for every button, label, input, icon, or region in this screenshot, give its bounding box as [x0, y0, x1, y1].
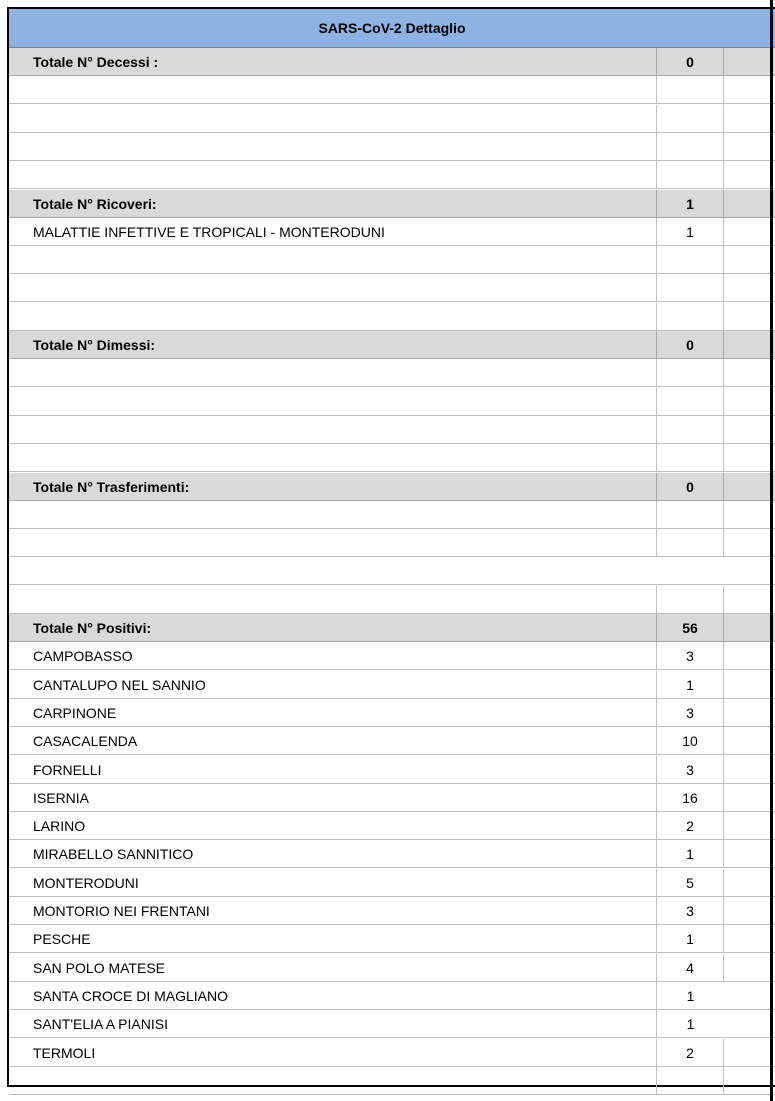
row-value [656, 1067, 724, 1094]
row-value: 2 [656, 1039, 724, 1066]
row-value: 16 [656, 784, 724, 811]
table-row [9, 756, 775, 784]
row-value: 1 [656, 840, 724, 867]
table-row [9, 812, 775, 840]
total-value: 0 [656, 473, 724, 500]
total-label: Totale N° Ricoveri: [33, 195, 157, 212]
detail-table [7, 7, 775, 1087]
row-value [656, 557, 724, 584]
row-label: MONTERODUNI [33, 874, 139, 891]
table-row [9, 76, 775, 104]
table-row [9, 218, 775, 246]
row-value [656, 76, 724, 103]
row-value [656, 416, 724, 443]
row-label: LARINO [33, 818, 86, 835]
total-row [9, 614, 775, 642]
row-label: MIRABELLO SANNITICO [33, 846, 194, 863]
row-label: MONTORIO NEI FRENTANI [33, 903, 210, 919]
row-value [656, 359, 724, 386]
table-row [9, 982, 775, 1010]
table-row [9, 925, 775, 953]
row-value [656, 246, 724, 273]
table-row [9, 642, 775, 670]
table-row [9, 133, 775, 161]
table-row [9, 699, 775, 727]
table-row [9, 529, 775, 557]
row-label: PESCHE [33, 931, 91, 948]
row-value: 3 [656, 699, 724, 726]
table-row [9, 727, 775, 755]
row-label: SANT'ELIA A PIANISI [33, 1016, 168, 1033]
row-value [656, 105, 724, 132]
table-row [9, 246, 775, 274]
row-value: 3 [656, 642, 724, 669]
row-label: CARPINONE [33, 704, 117, 721]
row-value [656, 529, 724, 556]
row-label: ISERNIA [33, 789, 90, 806]
total-row [9, 473, 775, 501]
row-value [656, 274, 724, 301]
row-value: 3 [656, 897, 724, 924]
total-label: Totale N° Trasferimenti: [33, 478, 190, 495]
table-row [9, 954, 775, 982]
total-label: Totale N° Decessi : [33, 54, 159, 70]
table-row [9, 671, 775, 699]
table-row [9, 444, 775, 472]
total-row [9, 190, 775, 218]
row-value: 1 [656, 671, 724, 698]
table-row [9, 557, 775, 585]
row-label: MALATTIE INFETTIVE E TROPICALI - MONTERODUNI [33, 223, 385, 240]
row-value: 1 [656, 925, 724, 952]
row-value: 1 [656, 982, 724, 1009]
table-row [9, 897, 775, 925]
table-row [9, 869, 775, 897]
table-title: SARS-CoV-2 Dettaglio [9, 9, 775, 48]
row-label: CAMPOBASSO [33, 648, 133, 665]
total-row [9, 48, 775, 76]
row-value [656, 444, 724, 471]
table-row [9, 105, 775, 133]
row-value [656, 133, 724, 160]
total-value: 0 [656, 48, 724, 75]
row-label: CANTALUPO NEL SANNIO [33, 676, 206, 693]
table-row [9, 1067, 775, 1095]
table-row [9, 388, 775, 416]
table-row [9, 416, 775, 444]
row-value: 10 [656, 727, 724, 754]
row-label: CASACALENDA [33, 733, 138, 750]
table-row [9, 274, 775, 302]
table-row [9, 1039, 775, 1067]
total-label: Totale N° Dimessi: [33, 337, 156, 353]
row-value: 1 [656, 218, 724, 245]
table-row [9, 840, 775, 868]
row-value [656, 586, 724, 613]
row-value: 4 [656, 954, 724, 981]
row-value [656, 161, 724, 188]
row-label: SAN POLO MATESE [33, 959, 165, 976]
table-row [9, 586, 775, 614]
row-label: SANTA CROCE DI MAGLIANO [33, 987, 228, 1004]
table-row [9, 1010, 775, 1038]
table-row [9, 501, 775, 529]
total-row [9, 331, 775, 359]
total-value: 0 [656, 331, 724, 358]
right-border [770, 0, 773, 1101]
total-label: Totale N° Positivi: [33, 620, 152, 636]
row-value: 2 [656, 812, 724, 839]
row-value: 3 [656, 756, 724, 783]
table-row [9, 359, 775, 387]
total-value: 56 [656, 614, 724, 641]
total-value: 1 [656, 190, 724, 217]
row-value [656, 303, 724, 330]
row-label: TERMOLI [33, 1044, 96, 1061]
row-value [656, 388, 724, 415]
row-value [656, 501, 724, 528]
table-row [9, 161, 775, 189]
table-row [9, 303, 775, 331]
row-value: 5 [656, 869, 724, 896]
table-row [9, 784, 775, 812]
row-value: 1 [656, 1010, 724, 1037]
row-label: FORNELLI [33, 761, 102, 778]
